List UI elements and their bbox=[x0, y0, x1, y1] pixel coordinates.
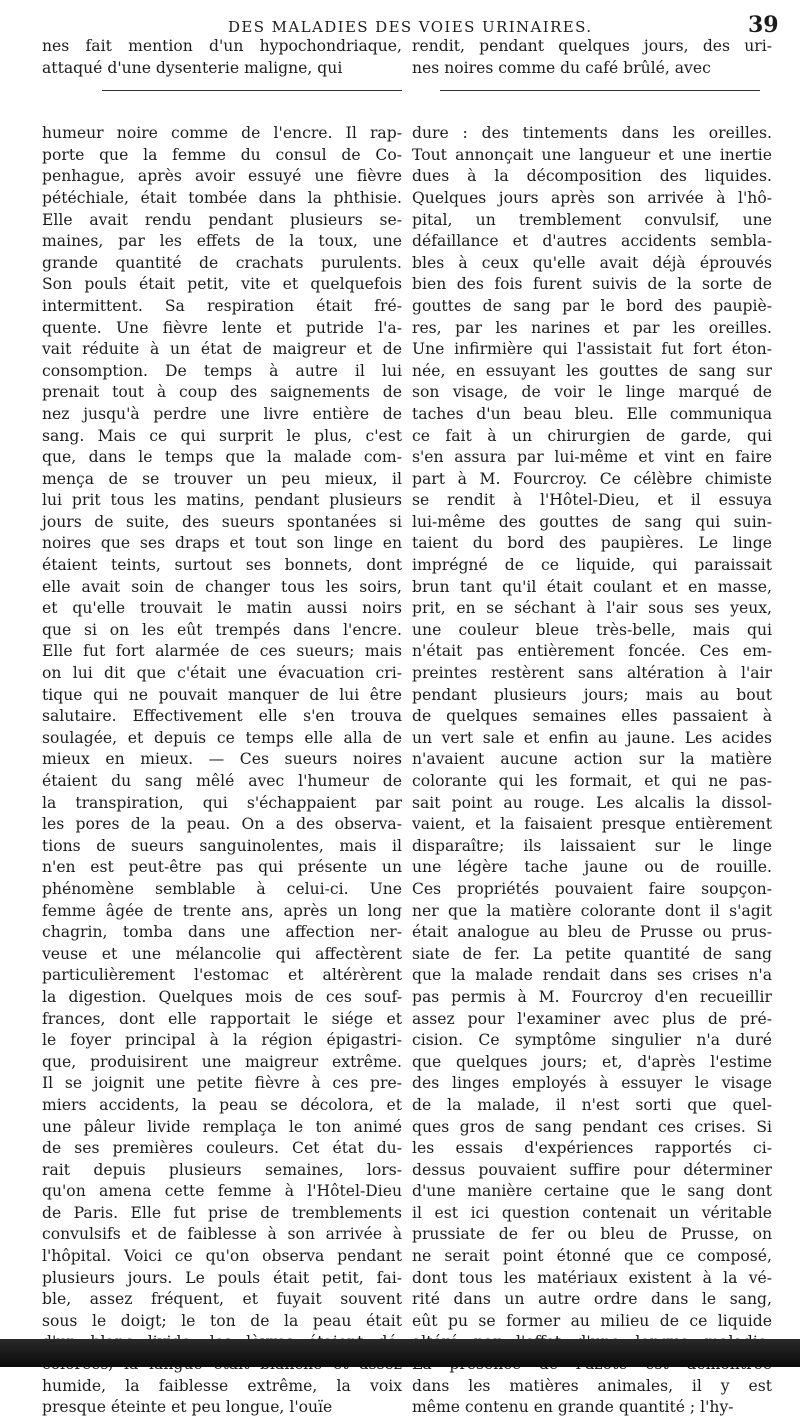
text-line: qu'on amena cette femme à l'Hôtel-Dieu bbox=[42, 1182, 402, 1201]
text-line: gouttes de sang par le bord des paupiè- bbox=[412, 296, 772, 315]
text-line: de ses premières couleurs. Cet état du- bbox=[42, 1139, 402, 1158]
text-line: dessus pouvaient suffire pour déterminer bbox=[412, 1160, 772, 1179]
section-divider-right bbox=[440, 90, 760, 91]
text-line: de Paris. Elle fut prise de tremblements bbox=[42, 1203, 402, 1222]
right-column-top-fragment bbox=[412, 36, 772, 79]
text-line: de la malade, il n'est sorti que quel- bbox=[412, 1095, 772, 1114]
text-line: dont tous les matériaux existent à la vé- bbox=[412, 1268, 772, 1287]
text-line: étaient teints, surtout ses bonnets, dont bbox=[42, 556, 402, 575]
text-line: nez jusqu'à perdre une livre entière de bbox=[42, 404, 402, 423]
text-line: pas permis à M. Fourcroy d'en recueillir bbox=[412, 987, 772, 1006]
right-column bbox=[412, 36, 772, 1419]
text-line: d'une manière certaine que le sang dont bbox=[412, 1182, 772, 1201]
text-line: soulagée, et depuis ce temps elle alla de bbox=[42, 728, 402, 747]
text-line: elle avait soin de changer tous les soirs, bbox=[42, 577, 402, 596]
text-line: une couleur bleue très-belle, mais qui bbox=[412, 620, 772, 639]
text-line: les essais d'expériences rapportés ci- bbox=[412, 1139, 772, 1158]
text-line: Tout annonçait une langueur et une inertie bbox=[412, 145, 772, 164]
text-line: sang. Mais ce qui surprit le plus, c'est bbox=[42, 426, 402, 445]
text-line: les pores de la peau. On a des observa- bbox=[42, 815, 402, 834]
text-line: particulièrement l'estomac et altérèrent bbox=[42, 966, 402, 985]
text-line: sait point au rouge. Les alcalis la dissol- bbox=[412, 793, 772, 812]
text-line: l'hôpital. Voici ce qu'on observa pendant bbox=[42, 1247, 402, 1266]
scan-bottom-edge bbox=[0, 1339, 800, 1367]
text-line: mieux en mieux. — Ces sueurs noires bbox=[42, 750, 402, 769]
text-line: humeur noire comme de l'encre. Il rap- bbox=[42, 124, 402, 143]
left-column-top-fragment bbox=[42, 36, 402, 79]
text-line: des linges employés à essuyer le visage bbox=[412, 1074, 772, 1093]
text-line: siate de fer. La petite quantité de sang bbox=[412, 944, 772, 963]
text-line: Elle fut fort alarmée de ces sueurs; mais bbox=[42, 642, 402, 661]
text-line: bien des fois furent suivis de la sorte de bbox=[412, 275, 772, 294]
text-line: ce fait à un chirurgien de garde, qui bbox=[412, 426, 772, 445]
text-line: ner que la matière colorante dont il s'agit bbox=[412, 901, 772, 920]
left-column-body bbox=[42, 123, 402, 1419]
text-line: penhague, après avoir essuyé une fièvre bbox=[42, 167, 402, 186]
text-line: il est ici question contenait un véritable bbox=[412, 1203, 772, 1222]
text-line: quente. Une fièvre lente et putride l'a- bbox=[42, 318, 402, 337]
text-line: s'en assura par lui-même et vint en faire bbox=[412, 448, 772, 467]
text-line: eût pu se former au milieu de ce liquide bbox=[412, 1311, 772, 1330]
text-line: frances, dont elle rapportait le siége et bbox=[42, 1009, 402, 1028]
text-line: que, dans le temps que la malade com- bbox=[42, 448, 402, 467]
text-line: nes fait mention d'un hypochondriaque, bbox=[42, 37, 402, 55]
text-line: vait réduite à un état de maigreur et de bbox=[42, 340, 402, 359]
text-line: colorante qui les formait, et qui ne pas- bbox=[412, 772, 772, 790]
text-line: prit, en se séchant à l'air sous ses yeux, bbox=[412, 599, 772, 618]
text-line: le foyer principal à la région épigastri- bbox=[42, 1031, 402, 1050]
text-line: grande quantité de crachats purulents. bbox=[42, 253, 402, 272]
text-line: rité dans un autre ordre dans le sang, bbox=[412, 1290, 772, 1309]
page-number: 39 bbox=[748, 12, 779, 38]
text-line: lui-même des gouttes de sang qui suin- bbox=[412, 512, 772, 531]
text-line: sous le doigt; le ton de la peau était bbox=[42, 1311, 402, 1330]
text-line: taches d'un beau bleu. Elle communiqua bbox=[412, 404, 772, 423]
text-line: dans les matières animales, il y est bbox=[412, 1376, 772, 1395]
text-line: étaient du sang mêlé avec l'humeur de bbox=[42, 772, 402, 790]
text-line: Quelques jours après son arrivée à l'hô- bbox=[412, 188, 772, 207]
text-line: rendit, pendant quelques jours, des uri- bbox=[412, 37, 772, 55]
text-line: de quelques semaines elles passaient à bbox=[412, 707, 772, 726]
text-line: consomption. De temps à autre il lui bbox=[42, 361, 402, 380]
text-line: bles à ceux qu'elle avait déjà éprouvés bbox=[412, 253, 772, 272]
text-line: veuse et une mélancolie qui affectèrent bbox=[42, 944, 402, 963]
text-line: Il se joignit une petite fièvre à ces pre- bbox=[42, 1074, 402, 1093]
right-column-body bbox=[412, 123, 772, 1419]
text-line: n'avaient aucune action sur la matière bbox=[412, 750, 772, 769]
text-line: humide, la faiblesse extrême, la voix bbox=[42, 1376, 402, 1395]
text-line: on lui dit que c'était une évacuation cri- bbox=[42, 664, 402, 683]
text-line: tions de sueurs sanguinolentes, mais il bbox=[42, 836, 402, 855]
text-line: prussiate de fer ou bleu de Prusse, on bbox=[412, 1225, 772, 1244]
text-line: noires que ses draps et tout son linge en bbox=[42, 534, 402, 553]
text-line: que quelques jours; et, d'après l'estime bbox=[412, 1052, 772, 1071]
text-line: miers accidents, la peau se décolora, et bbox=[42, 1095, 402, 1114]
text-line: que, produisirent une maigreur extrême. bbox=[42, 1052, 402, 1071]
text-line: que la malade rendait dans ses crises n'a bbox=[412, 966, 772, 985]
text-line: pital, un tremblement convulsif, une bbox=[412, 210, 772, 229]
text-line: une légère tache jaune ou de rouille. bbox=[412, 858, 772, 877]
text-line: convulsifs et de faiblesse à son arrivée à bbox=[42, 1225, 402, 1244]
text-line: attaqué d'une dysenterie maligne, qui bbox=[42, 58, 343, 77]
text-line: tique qui ne pouvait manquer de lui être bbox=[42, 685, 402, 704]
text-line: femme âgée de trente ans, après un long bbox=[42, 901, 402, 920]
page-header bbox=[0, 0, 800, 38]
text-line: son visage, de voir le linge marqué de bbox=[412, 383, 772, 402]
text-line: nes noires comme du café brûlé, avec bbox=[412, 58, 711, 77]
text-line: part à M. Fourcroy. Ce célèbre chimiste bbox=[412, 469, 772, 488]
text-line: presque éteinte et peu longue, l'ouïe bbox=[42, 1398, 333, 1417]
text-line: née, en essuyant les gouttes de sang sur bbox=[412, 361, 772, 380]
text-line: ne serait point étonné que ce composé, bbox=[412, 1247, 772, 1266]
text-line: res, par les narines et par les oreilles. bbox=[412, 318, 772, 337]
text-line: mença de se trouver un peu mieux, il bbox=[42, 469, 402, 488]
section-divider-left bbox=[102, 90, 402, 91]
text-line: porte que la femme du consul de Co- bbox=[42, 145, 402, 164]
text-line: n'était pas entièrement foncée. Ces em- bbox=[412, 642, 772, 661]
text-line: imprégné de ce liquide, qui paraissait bbox=[412, 556, 772, 575]
text-line: une pâleur livide remplaça le ton animé bbox=[42, 1117, 402, 1136]
text-line: preintes restèrent sans altération à l'air bbox=[412, 664, 772, 683]
text-line: vaient, et la faisaient presque entièrement bbox=[412, 815, 772, 834]
text-line: plusieurs jours. Le pouls était petit, fai- bbox=[42, 1268, 402, 1287]
text-line: et qu'elle trouvait le matin aussi noirs bbox=[42, 599, 402, 618]
text-line: phénomène semblable à celui-ci. Une bbox=[42, 879, 402, 898]
text-line: prenait tout à coup des saignements de bbox=[42, 383, 402, 402]
text-line: maines, par les effets de la toux, une bbox=[42, 232, 402, 251]
text-line: que si on les eût trempés dans l'encre. bbox=[42, 620, 402, 639]
text-line: dues à la décomposition des liquides. bbox=[412, 167, 772, 186]
text-line: salutaire. Effectivement elle s'en trouva bbox=[42, 707, 402, 726]
text-line: chagrin, tomba dans une affection ner- bbox=[42, 923, 402, 942]
text-line: lui prit tous les matins, pendant plusieurs bbox=[42, 491, 402, 510]
text-line: pétéchiale, était tombée dans la phthisie. bbox=[42, 188, 402, 207]
text-line: la digestion. Quelques mois de ces souf- bbox=[42, 987, 402, 1006]
text-line: Son pouls était petit, vite et quelquefois bbox=[42, 275, 402, 294]
text-line: cision. Ce symptôme singulier n'a duré bbox=[412, 1031, 772, 1050]
text-line: brun tant qu'il était coulant et en masse, bbox=[412, 577, 772, 596]
text-line: disparaître; ils laissaient sur le linge bbox=[412, 836, 772, 855]
text-line: était analogue au bleu de Prusse ou prus- bbox=[412, 923, 772, 942]
text-line: Ces propriétés pouvaient faire soupçon- bbox=[412, 879, 772, 898]
text-line: ble, assez fréquent, et fuyait souvent bbox=[42, 1290, 402, 1309]
text-line: la transpiration, qui s'échappaient par bbox=[42, 793, 402, 812]
text-line: n'en est peut-être pas qui présente un bbox=[42, 858, 402, 877]
text-line: même contenu en grande quantité ; l'hy- bbox=[412, 1398, 734, 1417]
text-line: dure : des tintements dans les oreilles. bbox=[412, 124, 772, 143]
text-line: assez pour l'examiner avec plus de pré- bbox=[412, 1009, 772, 1028]
text-line: rait depuis plusieurs semaines, lors- bbox=[42, 1160, 402, 1179]
text-line: jours de suite, des sueurs spontanées si bbox=[42, 512, 402, 531]
text-line: pendant plusieurs jours; mais au bout bbox=[412, 685, 772, 704]
text-line: se rendit à l'Hôtel-Dieu, et il essuya bbox=[412, 491, 772, 510]
running-head: DES MALADIES DES VOIES URINAIRES. bbox=[228, 18, 593, 36]
text-line: intermittent. Sa respiration était fré- bbox=[42, 296, 402, 315]
left-column bbox=[42, 36, 402, 1419]
text-line: Une infirmière qui l'assistait fut fort éton- bbox=[412, 340, 772, 359]
text-line: défaillance et d'autres accidents sembla- bbox=[412, 232, 772, 251]
text-line: taient du bord des paupières. Le linge bbox=[412, 534, 772, 553]
text-line: un vert sale et enfin au jaune. Les acides bbox=[412, 728, 772, 747]
text-line: Elle avait rendu pendant plusieurs se- bbox=[42, 210, 402, 229]
text-line: ques gros de sang pendant ces crises. Si bbox=[412, 1117, 772, 1136]
